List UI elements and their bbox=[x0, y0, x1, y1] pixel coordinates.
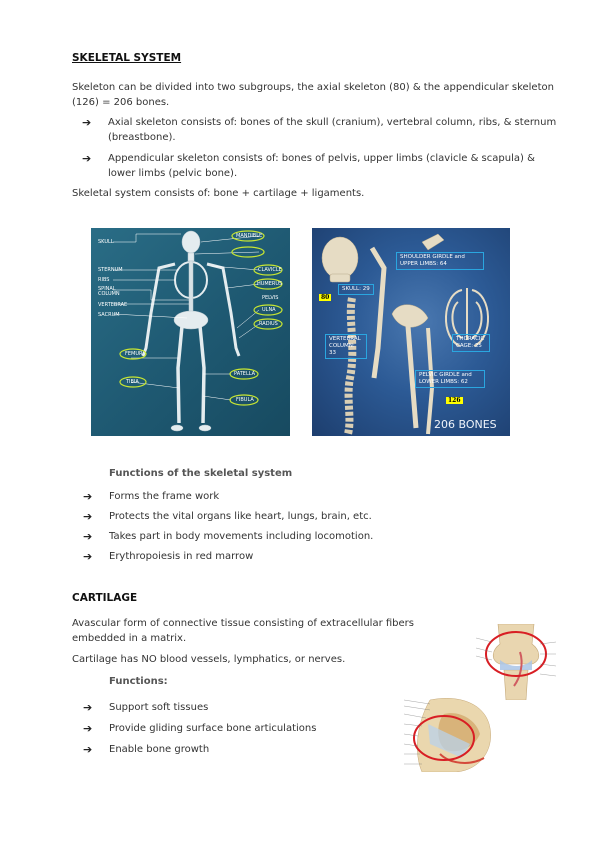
label-patella: PATELLA bbox=[234, 371, 256, 377]
cartilage-no-vessels: Cartilage has NO blood vessels, lymphatics, or nerves. bbox=[72, 654, 346, 665]
list-item bbox=[83, 509, 372, 524]
cartilage-functions-heading: Functions: bbox=[109, 676, 168, 687]
label-clavicle: CLAVICLE bbox=[258, 267, 282, 273]
arrow-icon: ➔ bbox=[83, 530, 93, 543]
arrow-icon: ➔ bbox=[83, 550, 93, 563]
functions-heading: Functions of the skeletal system bbox=[109, 468, 293, 479]
list-item-text: Provide gliding surface bone articulations bbox=[109, 723, 317, 734]
list-item-text: Enable bone growth bbox=[109, 744, 210, 755]
arrow-icon: ➔ bbox=[83, 490, 93, 503]
list-item bbox=[83, 549, 254, 564]
label-pelvis: PELVIS bbox=[262, 295, 279, 301]
list-item-text: Erythropoiesis in red marrow bbox=[109, 551, 254, 562]
list-item-text: Protects the vital organs like heart, lungs, brain, etc. bbox=[109, 511, 372, 522]
arrow-icon: ➔ bbox=[82, 152, 92, 165]
label-sacrum: SACRUM bbox=[98, 312, 120, 318]
label-ribs: RIBS bbox=[98, 277, 110, 283]
bullet-line: Axial skeleton consists of: bones of the skull (cranium), vertebral column, ribs, & sternum bbox=[108, 117, 557, 128]
badge-axial-count: 80 bbox=[321, 294, 330, 301]
list-item bbox=[83, 700, 209, 715]
arrow-icon: ➔ bbox=[83, 743, 93, 756]
list-item-text: Takes part in body movements including locomotion. bbox=[109, 531, 374, 542]
box-vertebral-column: VERTEBRAL COLUMN: 33 bbox=[325, 334, 367, 359]
intro-line: (126) = 206 bones. bbox=[72, 97, 170, 108]
bullet-line: Appendicular skeleton consists of: bones of pelvis, upper limbs (clavicle & scapula) & bbox=[108, 153, 535, 164]
bullet-line: lower limbs (pelvic bone). bbox=[108, 168, 238, 179]
list-item bbox=[83, 721, 317, 736]
arrow-icon: ➔ bbox=[83, 701, 93, 714]
list-item bbox=[82, 115, 568, 145]
label-vertebrae: VERTEBRAE bbox=[98, 302, 128, 308]
head-joint-illustration bbox=[400, 694, 496, 772]
skeleton-labeled-figure bbox=[91, 228, 290, 436]
list-item bbox=[83, 489, 220, 504]
box-pelvic-limbs: PELVIC GIRDLE and LOWER LIMBS: 62 bbox=[415, 370, 485, 388]
section-title-cartilage: CARTILAGE bbox=[72, 592, 138, 604]
arrow-icon: ➔ bbox=[83, 510, 93, 523]
list-item bbox=[83, 529, 374, 544]
label-tibia: TIBIA bbox=[126, 379, 139, 385]
skeleton-illustration bbox=[91, 228, 290, 436]
section-title-skeletal: SKELETAL SYSTEM bbox=[72, 52, 182, 64]
list-item-text: Support soft tissues bbox=[109, 702, 209, 713]
label-fibula: FIBULA bbox=[236, 397, 254, 403]
label-skull: SKULL bbox=[98, 239, 114, 245]
label-mandible: MANDIBLE bbox=[236, 233, 263, 239]
definition-line: embedded in a matrix. bbox=[72, 633, 187, 644]
list-item-text: Forms the frame work bbox=[109, 491, 220, 502]
label-sternum: STERNUM bbox=[98, 267, 123, 273]
cartilage-definition bbox=[72, 616, 432, 646]
label-femur: FEMUR bbox=[125, 351, 143, 357]
skeletal-intro bbox=[72, 80, 572, 110]
badge-appendicular-count: 126 bbox=[448, 397, 461, 404]
total-bones-label: 206 BONES bbox=[434, 418, 497, 431]
knee-illustration bbox=[470, 624, 562, 700]
box-skull: SKULL: 29 bbox=[338, 284, 374, 295]
bullet-line: (breastbone). bbox=[108, 132, 176, 143]
label-ulna: ULNA bbox=[262, 307, 276, 313]
label-radius: RADIUS bbox=[259, 321, 278, 327]
box-upper-limbs: SHOULDER GIRDLE and UPPER LIMBS: 64 bbox=[396, 252, 484, 270]
label-humerus: HUMERUS bbox=[257, 281, 283, 287]
skeletal-composition: Skeletal system consists of: bone + cartilage + ligaments. bbox=[72, 188, 365, 199]
definition-line: Avascular form of connective tissue consisting of extracellular fibers bbox=[72, 618, 414, 629]
arrow-icon: ➔ bbox=[82, 116, 92, 129]
knee-cartilage-image bbox=[470, 624, 562, 700]
label-spinal-column: SPINAL COLUMN bbox=[98, 286, 120, 297]
tmj-cartilage-image bbox=[400, 694, 496, 772]
box-thoracic-cage: THORACIC CAGE: 25 bbox=[452, 334, 490, 352]
arrow-icon: ➔ bbox=[83, 722, 93, 735]
list-item bbox=[82, 151, 568, 181]
bone-groups-figure bbox=[312, 228, 510, 436]
intro-line: Skeleton can be divided into two subgroups, the axial skeleton (80) & the appendicular skeleton bbox=[72, 82, 554, 93]
list-item bbox=[83, 742, 210, 757]
